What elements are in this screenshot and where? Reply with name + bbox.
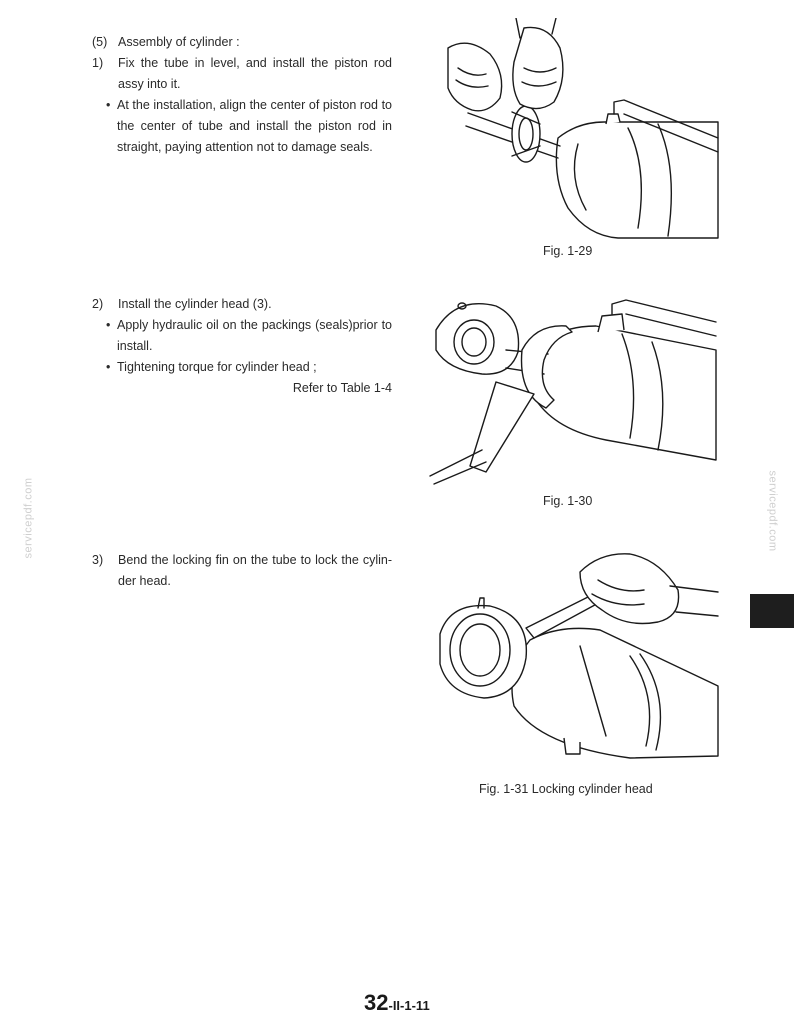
page-number (364, 990, 430, 1016)
step-number: 1) (92, 56, 104, 70)
heading-text: Assembly of cylinder : (118, 35, 240, 49)
section-install-cylinder-head (92, 294, 392, 399)
step-1-bullet (92, 95, 392, 158)
reference-text: Refer to Table 1-4 (292, 381, 392, 395)
step-number: 2) (92, 297, 104, 311)
chapter-tab (750, 594, 794, 628)
figure-1-29-caption: Fig. 1-29 (543, 244, 593, 258)
section-lock-cylinder-head (92, 550, 392, 592)
figure-1-31-illustration (430, 546, 720, 766)
figure-1-29-illustration (428, 18, 720, 240)
reference-line (92, 378, 392, 399)
heading-number: (5) (92, 35, 108, 49)
bullet-text: At the installation, align the center of piston rod to the center of tube and install the piston rod in straight, paying attention not to damage seals. (117, 98, 392, 154)
figure-1-30-caption: Fig. 1-30 (543, 494, 593, 508)
section-assembly-of-cylinder (92, 32, 392, 158)
bullet-icon: • (106, 360, 111, 374)
bullet-text: Tightening torque for cylinder head ; (117, 360, 317, 374)
bullet-icon: • (106, 318, 111, 332)
step-2-bullet-2 (92, 357, 392, 378)
bullet-icon: • (106, 98, 111, 112)
figure-1-31-caption: Fig. 1-31 Locking cylinder head (479, 782, 653, 796)
step-1 (92, 53, 392, 95)
step-number: 3) (92, 553, 104, 567)
page-number-main: 32 (364, 990, 389, 1015)
step-text: Fix the tube in level, and install the piston rod assy into it. (118, 56, 392, 91)
figure-1-30-illustration (426, 290, 718, 490)
step-text: Install the cylinder head (3). (118, 297, 272, 311)
watermark-left: servicepdf.com (22, 477, 35, 559)
section-heading (92, 32, 392, 53)
step-2-bullet-1 (92, 315, 392, 357)
step-text: Bend the locking fin on the tube to lock the cylin-der head. (118, 553, 392, 588)
step-3 (92, 550, 392, 592)
watermark-right: servicepdf.com (766, 470, 779, 552)
page-number-sub: -II-1-11 (388, 998, 430, 1013)
step-2 (92, 294, 392, 315)
bullet-text: Apply hydraulic oil on the packings (seals)prior to install. (117, 318, 392, 353)
